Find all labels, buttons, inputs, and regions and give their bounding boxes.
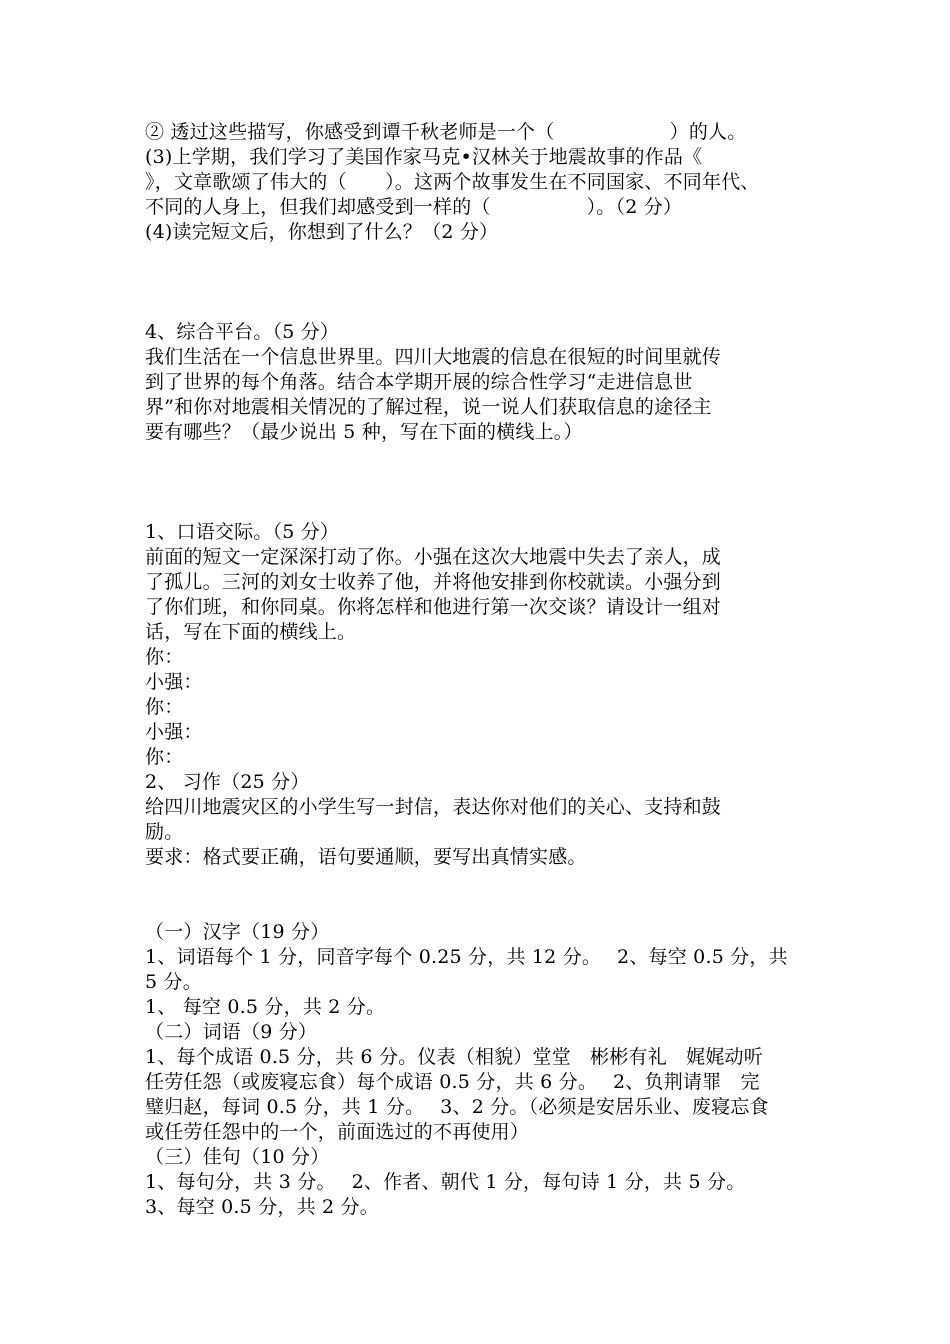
writing-section — [145, 770, 815, 870]
paragraph-line: 界”和你对地震相关情况的了解过程，说一说人们获取信息的途径主 — [145, 396, 712, 418]
paragraph-line: 前面的短文一定深深打动了你。小强在这次大地震中失去了亲人，成 — [145, 546, 722, 568]
dialogue-xiaoqiang: 小强： — [145, 721, 203, 743]
paragraph-line: 了你们班，和你同桌。你将怎样和他进行第一次交谈？请设计一组对 — [145, 596, 722, 618]
paragraph-line: 话，写在下面的横线上。 — [145, 621, 357, 643]
dialogue-xiaoqiang: 小强： — [145, 671, 203, 693]
dialogue-you: 你： — [145, 746, 184, 768]
question-3-line-2: 》，文章歌颂了伟大的（ ）。这两个故事发生在不同国家、不同年代、 — [145, 171, 760, 193]
question-3-line-1: (3)上学期，我们学习了美国作家马克•汉林关于地震故事的作品《 — [145, 146, 703, 168]
paragraph-line: 我们生活在一个信息世界里。四川大地震的信息在很短的时间里就传 — [145, 346, 722, 368]
paragraph-line: 励。 — [145, 821, 184, 843]
question-3-line-3: 不同的人身上，但我们却感受到一样的（ ）。（2 分） — [145, 196, 683, 218]
section-heading: 4、综合平台。（5 分） — [145, 321, 340, 343]
paragraph-line: 要有哪些？（最少说出 5 种，写在下面的横线上。） — [145, 421, 583, 443]
answer-line: 5 分。 — [145, 971, 202, 993]
answer-line: 1、每句分，共 3 分。 2、作者、朝代 1 分，每句诗 1 分，共 5 分。 — [145, 1171, 746, 1193]
answer-line: 或任劳任怨中的一个，前面选过的不再使用） — [145, 1121, 530, 1143]
comprehensive-platform-section — [145, 320, 815, 445]
answer-heading-ciyu: （二）词语（9 分） — [145, 1021, 318, 1043]
answer-line: 1、词语每个 1 分，同音字每个 0.25 分，共 12 分。 2、每空 0.5 分，共 — [145, 946, 788, 968]
answer-heading-jiaju: （三）佳句（10 分） — [145, 1146, 330, 1168]
dialogue-you: 你： — [145, 646, 184, 668]
paragraph-line: 到了世界的每个角落。结合本学期开展的综合性学习“走进信息世 — [145, 371, 693, 393]
reading-questions-tail — [145, 120, 815, 245]
dialogue-you: 你： — [145, 696, 184, 718]
requirements-line: 要求：格式要正确，语句要通顺，要写出真情实感。 — [145, 846, 587, 868]
answer-line: 任劳任怨（或废寝忘食）每个成语 0.5 分，共 6 分。 2、负荆请罪 完 — [145, 1071, 760, 1093]
answer-key-section — [145, 920, 815, 1220]
section-heading: 1、口语交际。（5 分） — [145, 521, 340, 543]
answer-line: 璧归赵，每词 0.5 分，共 1 分。 3、2 分。（必须是安居乐业、废寝忘食 — [145, 1096, 769, 1118]
blank-space — [145, 870, 815, 920]
answer-line: 1、 每空 0.5 分，共 2 分。 — [145, 996, 386, 1018]
document-page — [145, 120, 815, 1220]
answer-line: 1、每个成语 0.5 分，共 6 分。仪表（相貌）堂堂 彬彬有礼 娓娓动听 — [145, 1046, 763, 1068]
oral-communication-section — [145, 520, 815, 770]
question-2-feeling: ② 透过这些描写，你感受到谭千秋老师是一个（ ）的人。 — [145, 121, 747, 143]
section-heading: 2、 习作（25 分） — [145, 771, 310, 793]
paragraph-line: 给四川地震灾区的小学生写一封信，表达你对他们的关心、支持和鼓 — [145, 796, 722, 818]
answer-space — [145, 245, 815, 320]
answer-line: 3、每空 0.5 分，共 2 分。 — [145, 1196, 379, 1218]
answer-space — [145, 445, 815, 520]
answer-heading-hanzi: （一）汉字（19 分） — [145, 921, 330, 943]
question-4: (4)读完短文后，你想到了什么？（2 分） — [145, 221, 499, 243]
paragraph-line: 了孤儿。三河的刘女士收养了他，并将他安排到你校就读。小强分到 — [145, 571, 722, 593]
